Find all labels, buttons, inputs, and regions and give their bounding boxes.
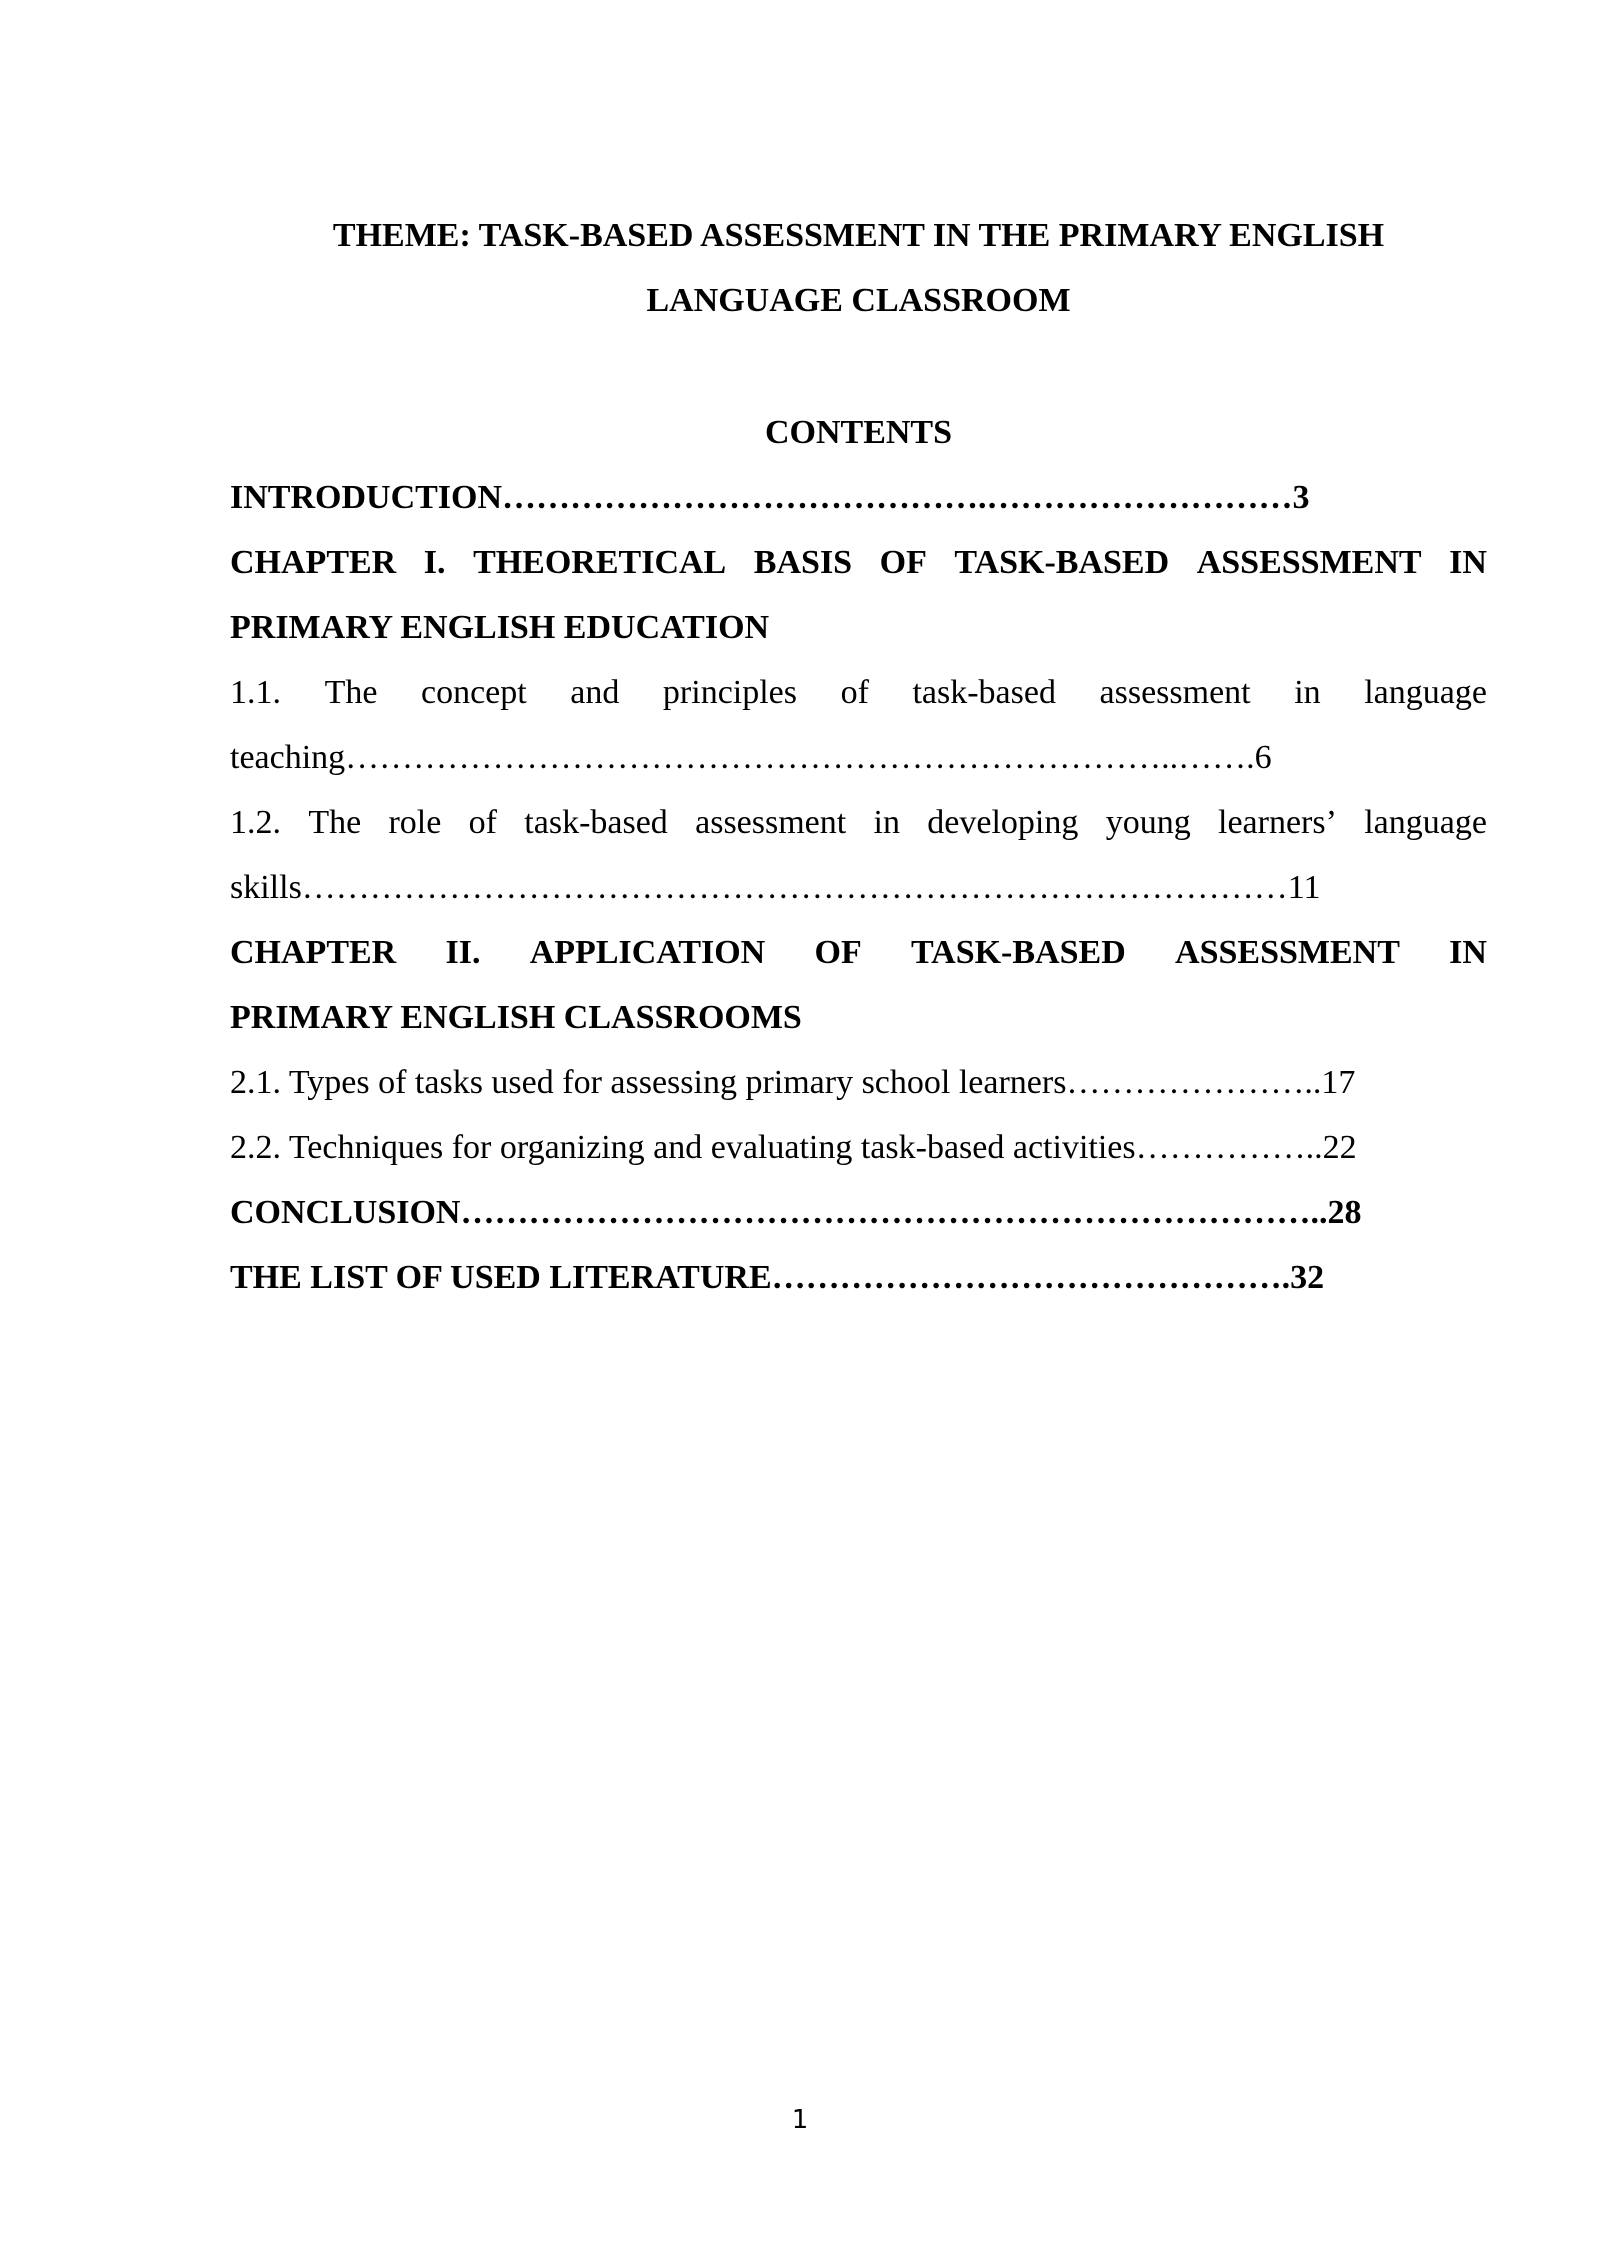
toc-word: and <box>570 674 620 711</box>
toc-word: of <box>840 674 869 711</box>
toc-chapter-2-line-1 <box>230 920 1487 985</box>
toc-item-1-1-line-2: teaching………………………………………………………………..…….6 <box>230 739 1272 776</box>
toc-word: TASK-BASED <box>910 934 1126 971</box>
toc-literature: THE LIST OF USED LITERATURE……………………………………….32 <box>230 1259 1325 1296</box>
toc-word: young <box>1105 804 1191 841</box>
toc-word: role <box>388 804 442 841</box>
toc-item-1-2-line-1 <box>230 790 1487 855</box>
toc-word: 1.1. <box>230 674 281 711</box>
toc-word: The <box>308 804 362 841</box>
toc-word: The <box>324 674 378 711</box>
title-line-2: LANGUAGE CLASSROOM <box>646 282 1071 319</box>
toc-chapter-2-line-2: PRIMARY ENGLISH CLASSROOMS <box>230 999 802 1036</box>
toc-word: IN <box>1449 934 1487 971</box>
toc-chapter-1-line-1 <box>230 530 1487 595</box>
toc-word: ASSESSMENT <box>1196 544 1422 581</box>
toc-item-1-2-line-2: skills……………………………………………………………………………11 <box>230 869 1321 906</box>
toc-chapter-1-line-2: PRIMARY ENGLISH EDUCATION <box>230 609 770 646</box>
toc-word: ASSESSMENT <box>1175 934 1400 971</box>
toc-word: in <box>1294 674 1321 711</box>
toc-word: learners’ <box>1218 804 1337 841</box>
toc-word: BASIS <box>753 544 853 581</box>
toc-item-1-1-line-1 <box>230 660 1487 725</box>
page-number: 1 <box>791 2105 809 2135</box>
toc-item-2-1: 2.1. Types of tasks used for assessing primary school learners…………………..17 <box>230 1064 1356 1101</box>
toc-word: TASK-BASED <box>954 544 1170 581</box>
toc-introduction: INTRODUCTION…………………………………….………………………3 <box>230 479 1310 516</box>
title-line-1: THEME: TASK-BASED ASSESSMENT IN THE PRIMARY ENGLISH <box>332 217 1385 254</box>
toc-word: of <box>468 804 497 841</box>
toc-word: CHAPTER <box>230 934 397 971</box>
toc-word: II. <box>445 934 481 971</box>
toc-word: OF <box>814 934 862 971</box>
toc-word: language <box>1364 674 1487 711</box>
toc-word: THEORETICAL <box>473 544 727 581</box>
toc-word: assessment <box>1099 674 1251 711</box>
toc-word: CHAPTER <box>230 544 397 581</box>
toc-word: assessment <box>695 804 847 841</box>
toc-word: APPLICATION <box>529 934 766 971</box>
toc-item-2-2: 2.2. Techniques for organizing and evaluating task-based activities……………..22 <box>230 1129 1357 1166</box>
toc-word: in <box>873 804 900 841</box>
toc-conclusion: CONCLUSION…………………………………………………………………..28 <box>230 1194 1362 1231</box>
contents-heading: CONTENTS <box>764 414 953 451</box>
toc-word: OF <box>879 544 927 581</box>
table-of-contents <box>230 465 1487 1310</box>
toc-word: task-based <box>524 804 668 841</box>
toc-word: IN <box>1449 544 1487 581</box>
toc-word: concept <box>420 674 527 711</box>
toc-word: I. <box>423 544 446 581</box>
toc-word: principles <box>662 674 797 711</box>
toc-word: 1.2. <box>230 804 281 841</box>
document-title <box>230 203 1487 333</box>
toc-word: task-based <box>912 674 1056 711</box>
toc-word: developing <box>927 804 1079 841</box>
toc-word: language <box>1364 804 1487 841</box>
